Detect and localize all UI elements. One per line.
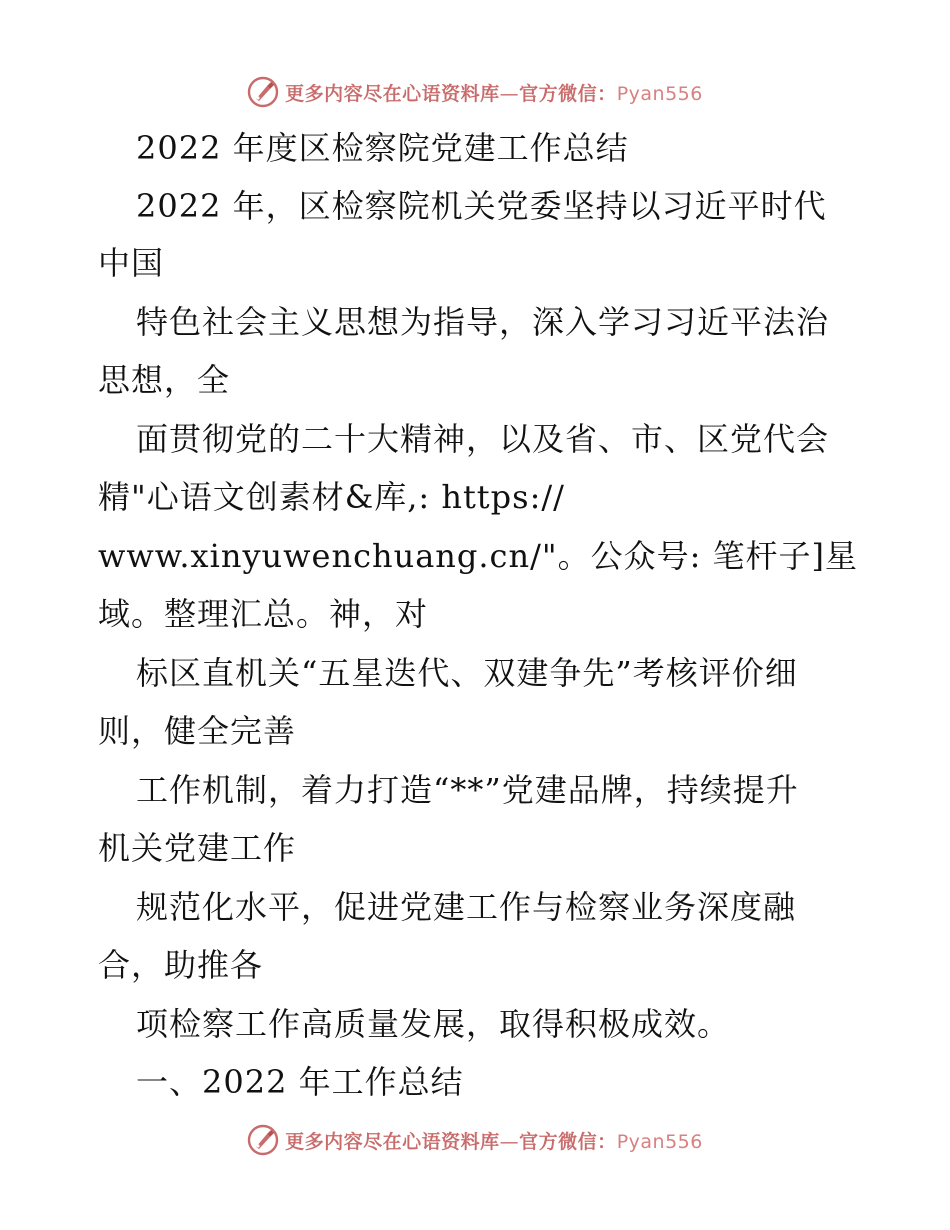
paragraph-line: www.xinyuwenchuang.cn/"。公众号: 笔杆子]星 <box>98 537 859 575</box>
header-watermark <box>0 72 950 112</box>
paragraph-line: 特色社会主义思想为指导，深入学习习近平法治 <box>136 303 830 341</box>
paragraph-line: 合，助推各 <box>98 946 264 984</box>
watermark-text <box>285 79 703 106</box>
watermark-dash: — <box>499 82 520 105</box>
paragraph-line: 规范化水平，促进党建工作与检察业务深度融 <box>136 888 797 926</box>
pen-logo-icon <box>247 1124 279 1156</box>
paragraph-line: 项检察工作高质量发展，取得积极成效。 <box>136 1005 731 1043</box>
paragraph-line: 中国 <box>98 244 165 282</box>
watermark-dash: — <box>499 1130 520 1153</box>
paragraph-line: 机关党建工作 <box>98 829 297 867</box>
footer-watermark <box>0 1120 950 1160</box>
watermark-library-name: 更多内容尽在心语资料库 <box>285 1130 500 1153</box>
pen-logo-icon <box>247 76 279 108</box>
watermark-text <box>285 1127 703 1154</box>
section-heading: 一、2022 年工作总结 <box>136 1063 464 1101</box>
paragraph-line: 精"心语文创素材&库,: https:// <box>98 478 565 516</box>
watermark-wechat-id: Pyan556 <box>616 82 703 105</box>
paragraph-line: 面贯彻党的二十大精神，以及省、市、区党代会 <box>136 420 830 458</box>
paragraph-line: 2022 年，区检察院机关党委坚持以习近平时代 <box>136 187 827 225</box>
watermark-wechat-label: 官方微信： <box>519 82 617 105</box>
watermark-wechat-label: 官方微信： <box>519 1130 617 1153</box>
paragraph-line: 则，健全完善 <box>98 712 297 750</box>
paragraph-line: 标区直机关“五星迭代、双建争先”考核评价细 <box>136 654 798 692</box>
paragraph-line: 域。整理汇总。神，对 <box>98 595 429 633</box>
watermark-library-name: 更多内容尽在心语资料库 <box>285 82 500 105</box>
paragraph-line: 思想，全 <box>98 361 231 399</box>
watermark-wechat-id: Pyan556 <box>616 1130 703 1153</box>
paragraph-line: 工作机制，着力打造“**”党建品牌，持续提升 <box>136 771 799 809</box>
document-title: 2022 年度区检察院党建工作总结 <box>136 129 629 167</box>
